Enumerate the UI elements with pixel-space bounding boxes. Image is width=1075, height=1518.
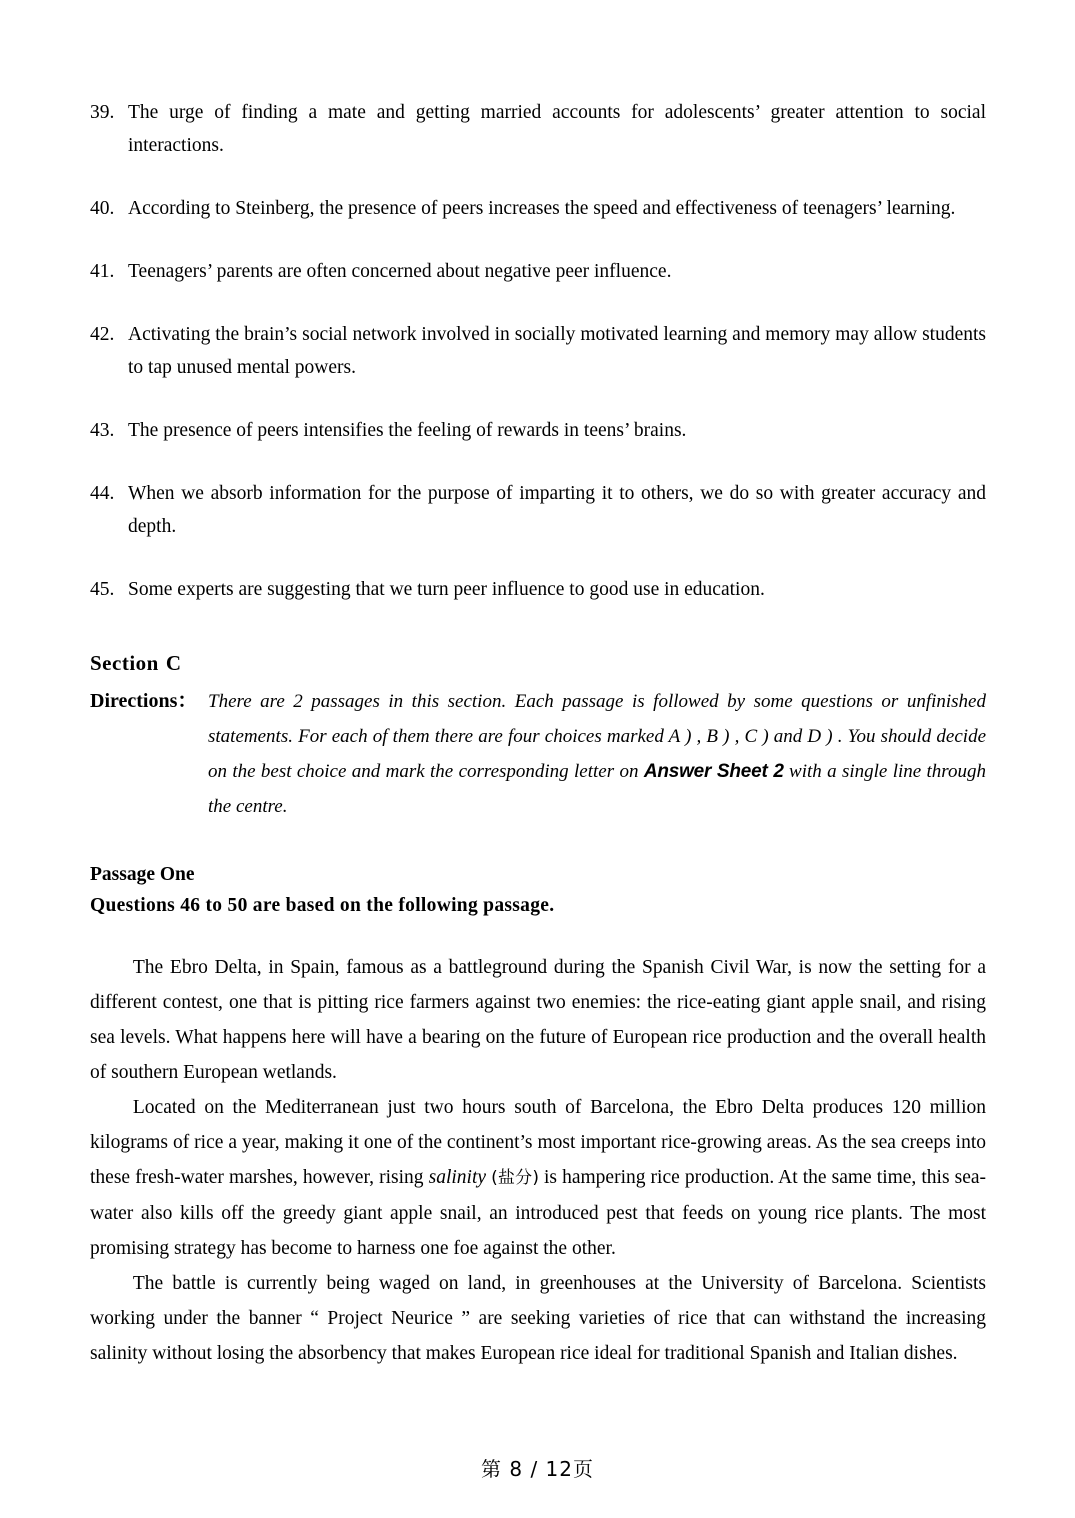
list-item (90, 477, 986, 543)
section-word: Section (90, 651, 159, 675)
passage-paragraph-3: The battle is currently being waged on land, in greenhouses at the University of Barcelona. Scientists working under the banner “ Project Neurice ” are seeking varieties of rice that can withstand the increasing salinity without losing the absorbency that makes European rice ideal for traditional Spanish and Italian dishes. (90, 1273, 986, 1364)
item-number: 43. (90, 420, 115, 441)
item-number: 44. (90, 483, 115, 504)
item-text: The presence of peers intensifies the feeling of rewards in teens’ brains. (128, 420, 687, 441)
paragraph-2-part-a: Located on the Mediterranean just two hours south of Barcelona, the Ebro Delta produces 120 million kilograms of rice a year, making it one of the continent’s most important rice-growing areas. As the sea creeps into these fresh-water marshes, however, rising (90, 1097, 986, 1188)
item-text: According to Steinberg, the presence of peers increases the speed and effectiveness of teenagers’ learning. (128, 198, 956, 219)
list-item (90, 192, 986, 225)
item-text: Teenagers’ parents are often concerned about negative peer influence. (128, 261, 672, 282)
item-number: 41. (90, 261, 115, 282)
directions-block (90, 684, 986, 824)
item-text: Activating the brain’s social network involved in socially motivated learning and memory may allow students to tap unused mental powers. (128, 324, 986, 378)
section-heading (90, 648, 986, 678)
list-item (90, 96, 986, 162)
item-text: Some experts are suggesting that we turn peer influence to good use in education. (128, 579, 765, 600)
glossed-term: salinity (428, 1167, 487, 1188)
passage-paragraph-2 (90, 1090, 986, 1266)
item-number: 40. (90, 198, 115, 219)
directions-label (90, 684, 197, 719)
passage-paragraph-1: The Ebro Delta, in Spain, famous as a battleground during the Spanish Civil War, is now the setting for a different contest, one that is pitting rice farmers against two enemies: the rice-eating giant apple snail, and rising sea levels. What happens here will have a bearing on the future of European rice production and the overall health of southern European wetlands. (90, 957, 986, 1083)
list-item (90, 255, 986, 288)
list-item (90, 573, 986, 606)
passage-subheading: Questions 46 to 50 are based on the following passage. (90, 895, 555, 916)
list-item (90, 318, 986, 384)
page-number: 第 8 / 12页 (481, 1457, 594, 1481)
directions-colon: ： (177, 690, 198, 712)
item-text: The urge of finding a mate and getting married accounts for adolescents’ greater attention to social interactions. (128, 102, 986, 156)
directions-label-text: Directions (90, 690, 178, 712)
statement-list (90, 96, 986, 606)
item-number: 39. (90, 102, 115, 123)
page-footer (0, 1453, 1075, 1482)
item-number: 45. (90, 579, 115, 600)
directions-text-part1: There are 2 passages in this section. Each passage is followed by some questions or unfinished statements. For each of them there are four choices marked (208, 691, 986, 747)
passage-body (90, 950, 986, 1371)
directions-text-part3: with a single line through the centre. (208, 761, 986, 817)
section-letter: C (165, 651, 182, 675)
page-content (90, 96, 986, 1371)
paragraph-2-part-b: is hampering rice production. At the same time, this sea-water also kills off the greedy giant apple snail, an introduced pest that feeds on young rice plants. The most promising strategy has become to harness one foe against the other. (90, 1167, 987, 1259)
directions-text-part2: You should decide on the best choice and mark the corresponding letter on (208, 726, 987, 782)
item-number: 42. (90, 324, 115, 345)
answer-sheet-label: Answer Sheet 2 (643, 761, 784, 782)
list-item (90, 414, 986, 447)
passage-heading: Passage One (90, 864, 195, 885)
chinese-gloss: (盐分) (491, 1168, 539, 1188)
directions-text (208, 684, 986, 824)
item-text: When we absorb information for the purpose of imparting it to others, we do so with greater accuracy and depth. (128, 483, 986, 537)
directions-choice-markers: A ) , B ) , C ) and D ) . (668, 726, 843, 747)
